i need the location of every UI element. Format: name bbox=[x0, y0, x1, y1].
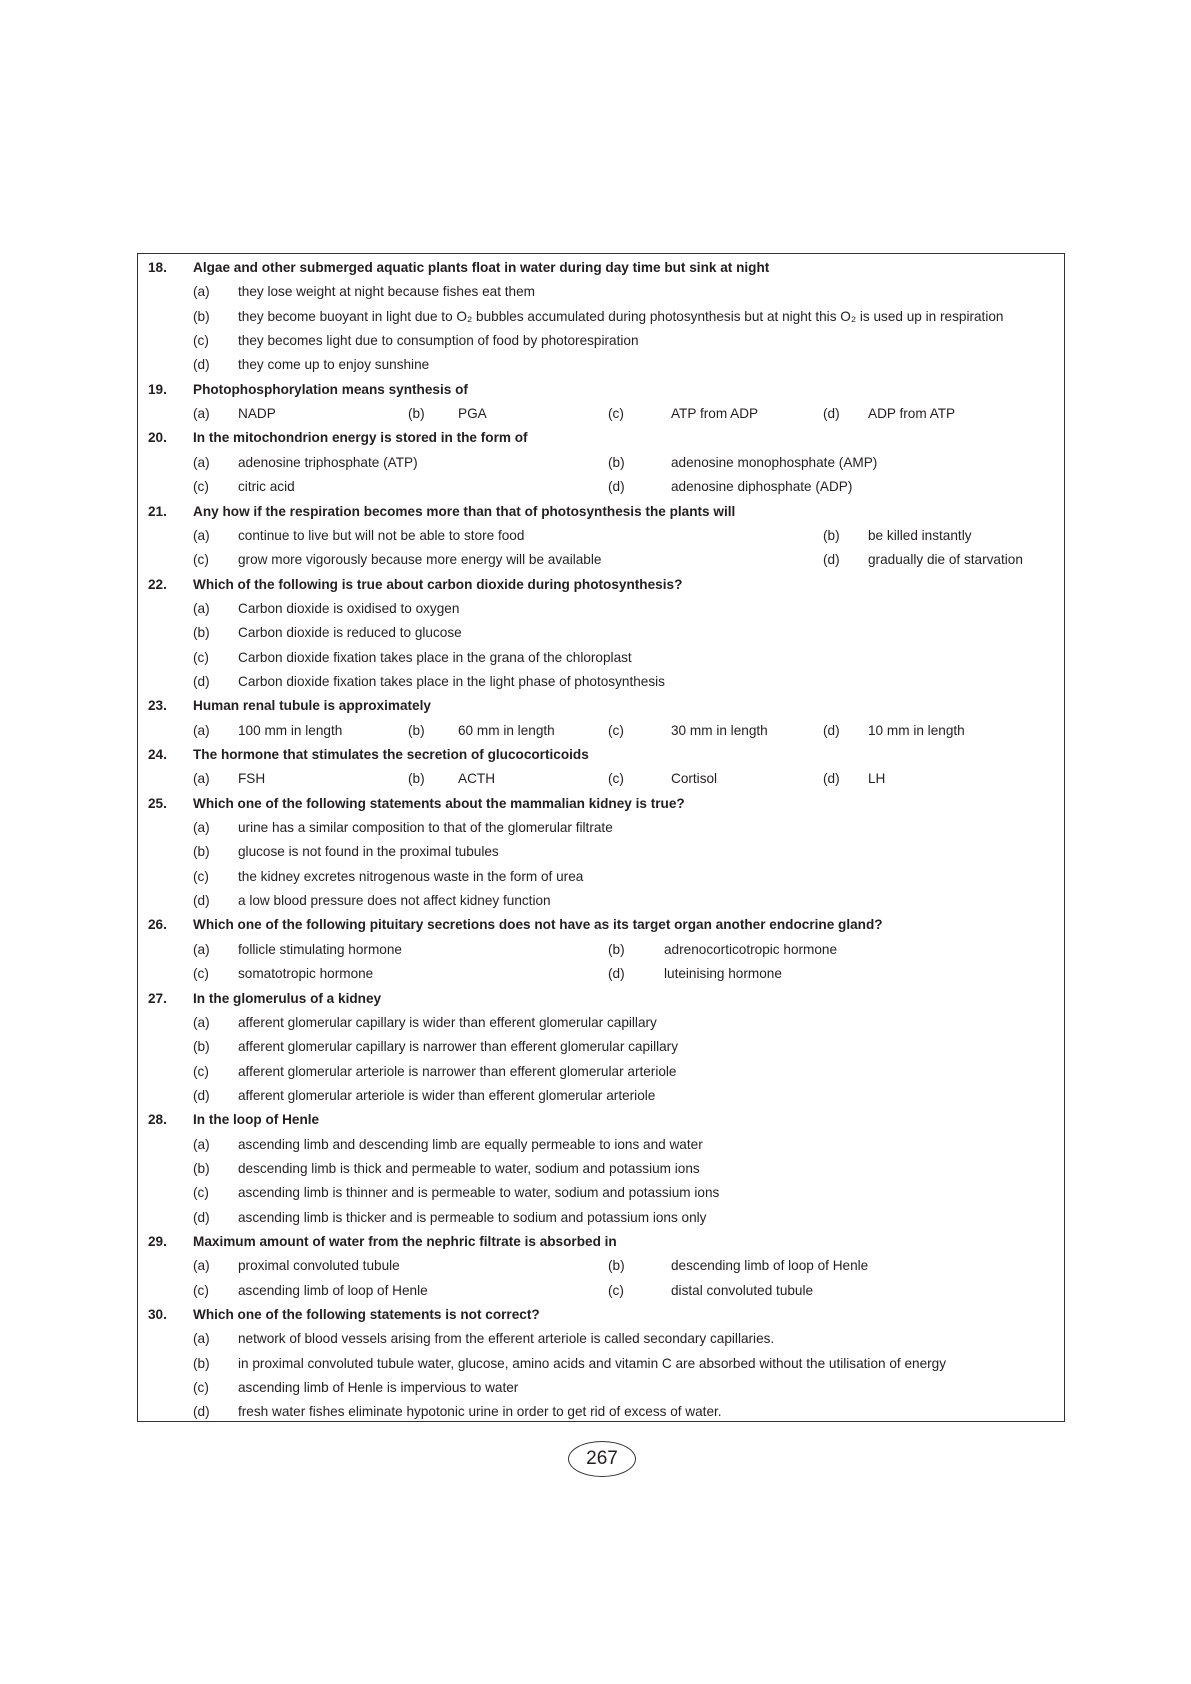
option-row bbox=[138, 962, 1064, 986]
option-label: (d) bbox=[823, 406, 840, 422]
page-number: 267 bbox=[568, 1441, 636, 1477]
option-text: the kidney excretes nitrogenous waste in the form of urea bbox=[238, 868, 584, 884]
option-label: (d) bbox=[193, 673, 210, 689]
option-label: (a) bbox=[193, 941, 210, 957]
option-label: (b) bbox=[408, 771, 425, 787]
question-box bbox=[137, 253, 1065, 1422]
option-text: proximal convoluted tubule bbox=[238, 1258, 400, 1274]
option-text: afferent glomerular capillary is wider than efferent glomerular capillary bbox=[238, 1014, 657, 1030]
option-text: ACTH bbox=[458, 771, 496, 787]
question-number: 21. bbox=[148, 503, 167, 519]
option-text: ADP from ATP bbox=[868, 406, 956, 422]
option-row bbox=[138, 1327, 1064, 1351]
question-row bbox=[138, 1108, 1064, 1132]
option-text: citric acid bbox=[238, 479, 295, 495]
question-row bbox=[138, 426, 1064, 450]
question-row bbox=[138, 694, 1064, 718]
option-text: be killed instantly bbox=[868, 527, 972, 543]
question-text: In the glomerulus of a kidney bbox=[193, 990, 382, 1006]
option-row bbox=[138, 1376, 1064, 1400]
option-text: ascending limb of Henle is impervious to water bbox=[238, 1380, 519, 1396]
option-text: a low blood pressure does not affect kidney function bbox=[238, 893, 551, 909]
option-row bbox=[138, 353, 1064, 377]
question-number: 18. bbox=[148, 260, 167, 275]
option-label: (b) bbox=[193, 844, 210, 860]
option-label: (d) bbox=[823, 552, 840, 568]
option-label: (a) bbox=[193, 820, 210, 836]
option-label: (c) bbox=[193, 1380, 209, 1396]
option-label: (c) bbox=[193, 552, 209, 568]
question-row bbox=[138, 500, 1064, 524]
option-text: somatotropic hormone bbox=[238, 966, 374, 982]
option-label: (a) bbox=[193, 722, 210, 738]
option-label: (b) bbox=[608, 941, 625, 957]
option-label: (c) bbox=[193, 1282, 209, 1298]
option-label: (c) bbox=[193, 868, 209, 884]
option-label: (b) bbox=[193, 308, 210, 324]
option-text: NADP bbox=[238, 406, 276, 422]
option-row bbox=[138, 621, 1064, 645]
option-text: Carbon dioxide fixation takes place in the grana of the chloroplast bbox=[238, 649, 632, 665]
question-text: Which of the following is true about carbon dioxide during photosynthesis? bbox=[193, 576, 683, 592]
option-text: ascending limb of loop of Henle bbox=[238, 1282, 428, 1298]
option-row bbox=[138, 402, 1064, 426]
question-number: 22. bbox=[148, 576, 167, 592]
option-row bbox=[138, 670, 1064, 694]
question-number: 20. bbox=[148, 430, 167, 446]
question-number: 19. bbox=[148, 381, 167, 397]
option-label: (a) bbox=[193, 1258, 210, 1274]
option-label: (a) bbox=[193, 1014, 210, 1030]
option-row bbox=[138, 1400, 1064, 1424]
option-label: (b) bbox=[608, 1258, 625, 1274]
question-number: 24. bbox=[148, 747, 167, 762]
option-row bbox=[138, 1181, 1064, 1205]
question-number: 25. bbox=[148, 795, 167, 811]
option-text: adenosine triphosphate (ATP) bbox=[238, 454, 418, 470]
option-text: in proximal convoluted tubule water, glucose, amino acids and vitamin C are absorbed without the utilisation of energy bbox=[238, 1355, 947, 1371]
question-text: The hormone that stimulates the secretion of glucocorticoids bbox=[193, 747, 589, 762]
option-label: (d) bbox=[193, 357, 210, 373]
option-text: grow more vigorously because more energy will be available bbox=[238, 552, 602, 568]
option-row bbox=[138, 475, 1064, 499]
option-text: distal convoluted tubule bbox=[671, 1282, 814, 1298]
option-label: (c) bbox=[193, 649, 209, 665]
option-label: (b) bbox=[823, 527, 840, 543]
option-text: ATP from ADP bbox=[671, 406, 759, 422]
option-label: (c) bbox=[608, 771, 624, 787]
option-row bbox=[138, 865, 1064, 889]
option-text: adenosine diphosphate (ADP) bbox=[671, 479, 853, 495]
option-text: Carbon dioxide is reduced to glucose bbox=[238, 625, 462, 641]
option-label: (c) bbox=[193, 966, 209, 982]
option-text: PGA bbox=[458, 406, 487, 422]
option-row bbox=[138, 451, 1064, 475]
option-text: afferent glomerular capillary is narrower than efferent glomerular capillary bbox=[238, 1039, 678, 1055]
question-row bbox=[138, 573, 1064, 597]
option-row bbox=[138, 548, 1064, 572]
option-label: (c) bbox=[193, 479, 209, 495]
question-text: Which one of the following statements is not correct? bbox=[193, 1307, 540, 1323]
option-row bbox=[138, 889, 1064, 913]
option-label: (d) bbox=[608, 966, 625, 982]
question-row bbox=[138, 743, 1064, 767]
option-row bbox=[138, 938, 1064, 962]
option-label: (b) bbox=[193, 625, 210, 641]
option-row bbox=[138, 1206, 1064, 1230]
question-text: Which one of the following pituitary secretions does not have as its target organ another endocrine gland? bbox=[193, 917, 883, 933]
question-number: 27. bbox=[148, 990, 167, 1006]
option-text: they becomes light due to consumption of food by photorespiration bbox=[238, 333, 639, 349]
option-text: FSH bbox=[238, 771, 266, 787]
option-text: gradually die of starvation bbox=[868, 552, 1023, 568]
option-row bbox=[138, 280, 1064, 304]
option-text: afferent glomerular arteriole is narrower than efferent glomerular arteriole bbox=[238, 1063, 677, 1079]
option-label: (b) bbox=[193, 1160, 210, 1176]
option-text: 100 mm in length bbox=[238, 722, 343, 738]
option-label: (a) bbox=[193, 454, 210, 470]
option-row bbox=[138, 329, 1064, 353]
option-row bbox=[138, 1157, 1064, 1181]
option-label: (c) bbox=[193, 1063, 209, 1079]
option-text: Carbon dioxide is oxidised to oxygen bbox=[238, 600, 460, 616]
option-row bbox=[138, 719, 1064, 743]
option-text: fresh water fishes eliminate hypotonic urine in order to get rid of excess of water. bbox=[238, 1404, 722, 1420]
question-number: 30. bbox=[148, 1307, 167, 1323]
option-text: continue to live but will not be able to store food bbox=[238, 527, 525, 543]
option-text: luteinising hormone bbox=[664, 966, 782, 982]
option-label: (b) bbox=[608, 454, 625, 470]
option-label: (c) bbox=[193, 333, 209, 349]
option-text: network of blood vessels arising from the efferent arteriole is called secondary capillaries. bbox=[238, 1331, 775, 1347]
option-text: ascending limb and descending limb are equally permeable to ions and water bbox=[238, 1136, 703, 1152]
option-text: adrenocorticotropic hormone bbox=[664, 941, 838, 957]
option-label: (d) bbox=[193, 1404, 210, 1420]
option-label: (a) bbox=[193, 600, 210, 616]
question-row bbox=[138, 913, 1064, 937]
option-text: they lose weight at night because fishes eat them bbox=[238, 284, 535, 300]
option-label: (a) bbox=[193, 1136, 210, 1152]
question-row bbox=[138, 256, 1064, 280]
option-text: Carbon dioxide fixation takes place in the light phase of photosynthesis bbox=[238, 673, 665, 689]
option-row bbox=[138, 1279, 1064, 1303]
option-text: urine has a similar composition to that of the glomerular filtrate bbox=[238, 820, 613, 836]
option-text: Cortisol bbox=[671, 771, 718, 787]
question-text: In the mitochondrion energy is stored in the form of bbox=[193, 430, 528, 446]
question-text: Photophosphorylation means synthesis of bbox=[193, 381, 468, 397]
question-text: Maximum amount of water from the nephric filtrate is absorbed in bbox=[193, 1234, 617, 1249]
option-text: follicle stimulating hormone bbox=[238, 941, 402, 957]
option-row bbox=[138, 305, 1064, 329]
option-row bbox=[138, 1011, 1064, 1035]
option-label: (b) bbox=[408, 722, 425, 738]
option-label: (d) bbox=[823, 771, 840, 787]
option-label: (b) bbox=[408, 406, 425, 422]
option-label: (d) bbox=[608, 479, 625, 495]
option-row bbox=[138, 597, 1064, 621]
option-text: 60 mm in length bbox=[458, 722, 555, 738]
question-text: In the loop of Henle bbox=[193, 1112, 320, 1128]
option-text: ascending limb is thinner and is permeable to water, sodium and potassium ions bbox=[238, 1185, 720, 1201]
option-label: (d) bbox=[193, 1087, 210, 1103]
option-row bbox=[138, 646, 1064, 670]
option-label: (c) bbox=[193, 1185, 209, 1201]
question-text: Which one of the following statements about the mammalian kidney is true? bbox=[193, 795, 685, 811]
option-label: (a) bbox=[193, 284, 210, 300]
question-row bbox=[138, 1303, 1064, 1327]
option-row bbox=[138, 1352, 1064, 1376]
option-label: (a) bbox=[193, 527, 210, 543]
option-row bbox=[138, 816, 1064, 840]
option-row bbox=[138, 1254, 1064, 1278]
option-label: (d) bbox=[823, 722, 840, 738]
option-label: (b) bbox=[193, 1355, 210, 1371]
question-number: 29. bbox=[148, 1234, 167, 1249]
option-text: they become buoyant in light due to O₂ bubbles accumulated during photosynthesis but at night this O₂ is used up in respiration bbox=[238, 308, 1004, 324]
question-text: Human renal tubule is approximately bbox=[193, 698, 431, 714]
option-text: descending limb is thick and permeable to water, sodium and potassium ions bbox=[238, 1160, 700, 1176]
option-row bbox=[138, 1084, 1064, 1108]
option-row bbox=[138, 1133, 1064, 1157]
option-label: (a) bbox=[193, 1331, 210, 1347]
option-text: 30 mm in length bbox=[671, 722, 768, 738]
option-row bbox=[138, 524, 1064, 548]
option-text: descending limb of loop of Henle bbox=[671, 1258, 869, 1274]
question-row bbox=[138, 1230, 1064, 1254]
option-label: (c) bbox=[608, 1282, 624, 1298]
question-row bbox=[138, 792, 1064, 816]
question-row bbox=[138, 378, 1064, 402]
question-number: 26. bbox=[148, 917, 167, 933]
option-row bbox=[138, 1060, 1064, 1084]
option-label: (a) bbox=[193, 771, 210, 787]
question-number: 23. bbox=[148, 698, 167, 714]
option-text: adenosine monophosphate (AMP) bbox=[671, 454, 878, 470]
option-text: they come up to enjoy sunshine bbox=[238, 357, 430, 373]
question-number: 28. bbox=[148, 1112, 167, 1128]
option-text: LH bbox=[868, 771, 886, 787]
option-label: (c) bbox=[608, 722, 624, 738]
option-text: afferent glomerular arteriole is wider than efferent glomerular arteriole bbox=[238, 1087, 656, 1103]
option-row bbox=[138, 767, 1064, 791]
option-row bbox=[138, 840, 1064, 864]
option-label: (d) bbox=[193, 893, 210, 909]
option-text: 10 mm in length bbox=[868, 722, 965, 738]
option-row bbox=[138, 1035, 1064, 1059]
option-label: (a) bbox=[193, 406, 210, 422]
question-text: Algae and other submerged aquatic plants float in water during day time but sink at night bbox=[193, 260, 770, 275]
option-label: (b) bbox=[193, 1039, 210, 1055]
question-text: Any how if the respiration becomes more than that of photosynthesis the plants will bbox=[193, 503, 736, 519]
option-text: glucose is not found in the proximal tubules bbox=[238, 844, 499, 860]
question-row bbox=[138, 987, 1064, 1011]
option-label: (c) bbox=[608, 406, 624, 422]
option-label: (d) bbox=[193, 1209, 210, 1225]
option-text: ascending limb is thicker and is permeable to sodium and potassium ions only bbox=[238, 1209, 707, 1225]
